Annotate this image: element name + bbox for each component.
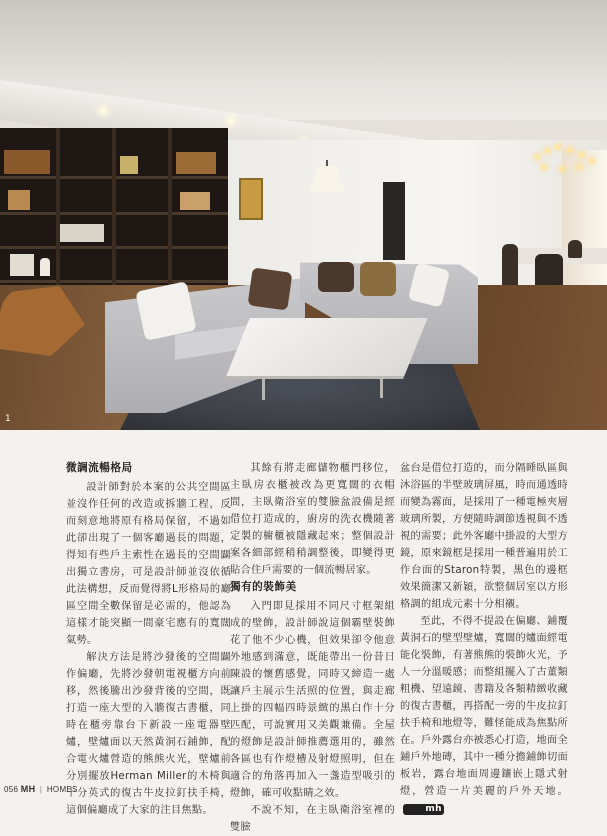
photo-frame — [60, 224, 104, 242]
page-number: 056 — [4, 785, 19, 794]
body-paragraph — [400, 613, 568, 817]
photo-coffee-table — [226, 318, 427, 376]
photo-number: 1 — [5, 414, 11, 424]
section-heading: 獨有的裝飾美 — [230, 581, 297, 593]
body-paragraph: 解決方法是將沙發後的空間闢作偏廳，先將沙發朝電視櫃方向前移，然後騰出沙發背後的空間，既打造一座大型的入牆復古書櫃，同時在櫃旁靠台下新設一座電器壁爐，壁爐面以天然黃洞石鋪飾，配合電火爐營造的熊熊火光，壁爐前分別擺放Herman Miller的木椅與十分英式的復古牛皮拉釘扶手椅，這個偏廳成了大家的注目焦點。 — [66, 652, 231, 816]
photo-books — [180, 192, 210, 210]
text-column-2 — [230, 460, 395, 836]
photo-frame — [8, 190, 30, 210]
section-heading: 微調流暢格局 — [66, 462, 133, 474]
photo-cushion — [318, 262, 354, 292]
photo-books — [176, 152, 216, 174]
photo-downlight — [100, 108, 106, 114]
text-column-1 — [66, 460, 231, 819]
photo-cushion — [360, 262, 396, 296]
text-column-3 — [400, 460, 568, 817]
body-paragraph: 不說不知，在主臥衛浴室裡的雙臉 — [230, 805, 395, 833]
photo-doorway — [383, 182, 405, 260]
photo-downlight — [228, 118, 234, 124]
photo-cushion — [135, 281, 196, 341]
page-footer — [4, 784, 78, 794]
section-name: HOMES — [46, 785, 78, 794]
photo-books — [120, 156, 138, 174]
body-paragraph: 其餘有將走廊儲物櫃門移位，主臥房衣櫃被改為更寬闊的衣帽間，主臥衛浴室的雙臉盆設備是經借位打造成的，廚房的洗衣機隨著定製的櫥櫃被隱藏起來；整個設計案各細部經稍稍調整後，即變得更貼合住戶需要的一個流暢居家。 — [230, 463, 395, 576]
body-text: 至此，不得不提設在偏廳、鋪覆黃洞石的壁型壁爐，寬闊的爐面經電能化裝飾，有著熊熊的裝飾火光，予人一分溫暖感；而整組擺入了古董類粗機、望遠鏡、書籍及各類精緻收藏的復古書櫃，再搭配一旁的牛皮拉釘扶手椅和地燈等，難怪能成為焦點所在。戶外露台亦被悉心打造，地面全鋪戶外地磚，其中一種分擔鋪飾切面板岩，露台地面周邊鑲嵌上隱式射燈，營造一片美麗的戶外天地。 — [400, 616, 568, 797]
body-paragraph: 盆台是借位打造的，而分隔睡臥區與沐浴區的半壁玻璃屏風，時而通透時而變為霧面，是採用了一種電極夾層玻璃所製，方便隨時調節透視與不透視的需要；此外客廳中掛設的大型方鏡，原來鏡框是採用一種普遍用於工作台面的Staron特製，黑色的邊框效果簡潔又新穎，欲整個居室以方形格調的組成元素十分相襯。 — [400, 463, 568, 610]
photo-chandelier — [530, 145, 600, 185]
photo-dining-chair — [568, 240, 582, 258]
body-paragraph: 入門即見採用不同尺寸框架組成的壁飾，設計師說這個霸壁裝飾花了他不少心機，但效果卻令他意外地感到滿意，既能帶出一份昔日陳設的懷舊感覺，同時又締造一處讓戶主展示生活照的位置，與走廊上掛的四幅四時景緻的黑白作十分匹配，可說實用又美觀兼備。全屋的燈飾是設計師推薦選用的，雖然各區也有作燈槽及射燈照明，但在適合的角落再加入一盞造型吸引的燈飾，確可收點睛之效。 — [230, 601, 395, 799]
end-mark-icon: mh — [403, 804, 444, 815]
photo-painting — [239, 178, 263, 220]
photo-frame — [10, 254, 34, 276]
body-paragraph: 設計師對於本案的公共空間區並沒作任何的改造或拆牆工程，反而刻意地將原有格局保留，不過如此卻出現了一個客廳過長的問題，得知有些戶主索性在過長的空間闢出獨立書房，可是設計師並沒依循此法構想，反而覺得將L形格局的廳區空間全數保留是必需的，他認為這樣才能突顯一間豪宅應有的寬闊氣勢。 — [66, 482, 231, 646]
magazine-name: MH — [20, 784, 36, 794]
photo-cushion — [248, 267, 293, 310]
photo-bust — [40, 258, 50, 276]
photo-books — [4, 150, 50, 174]
footer-separator: | — [39, 785, 43, 794]
